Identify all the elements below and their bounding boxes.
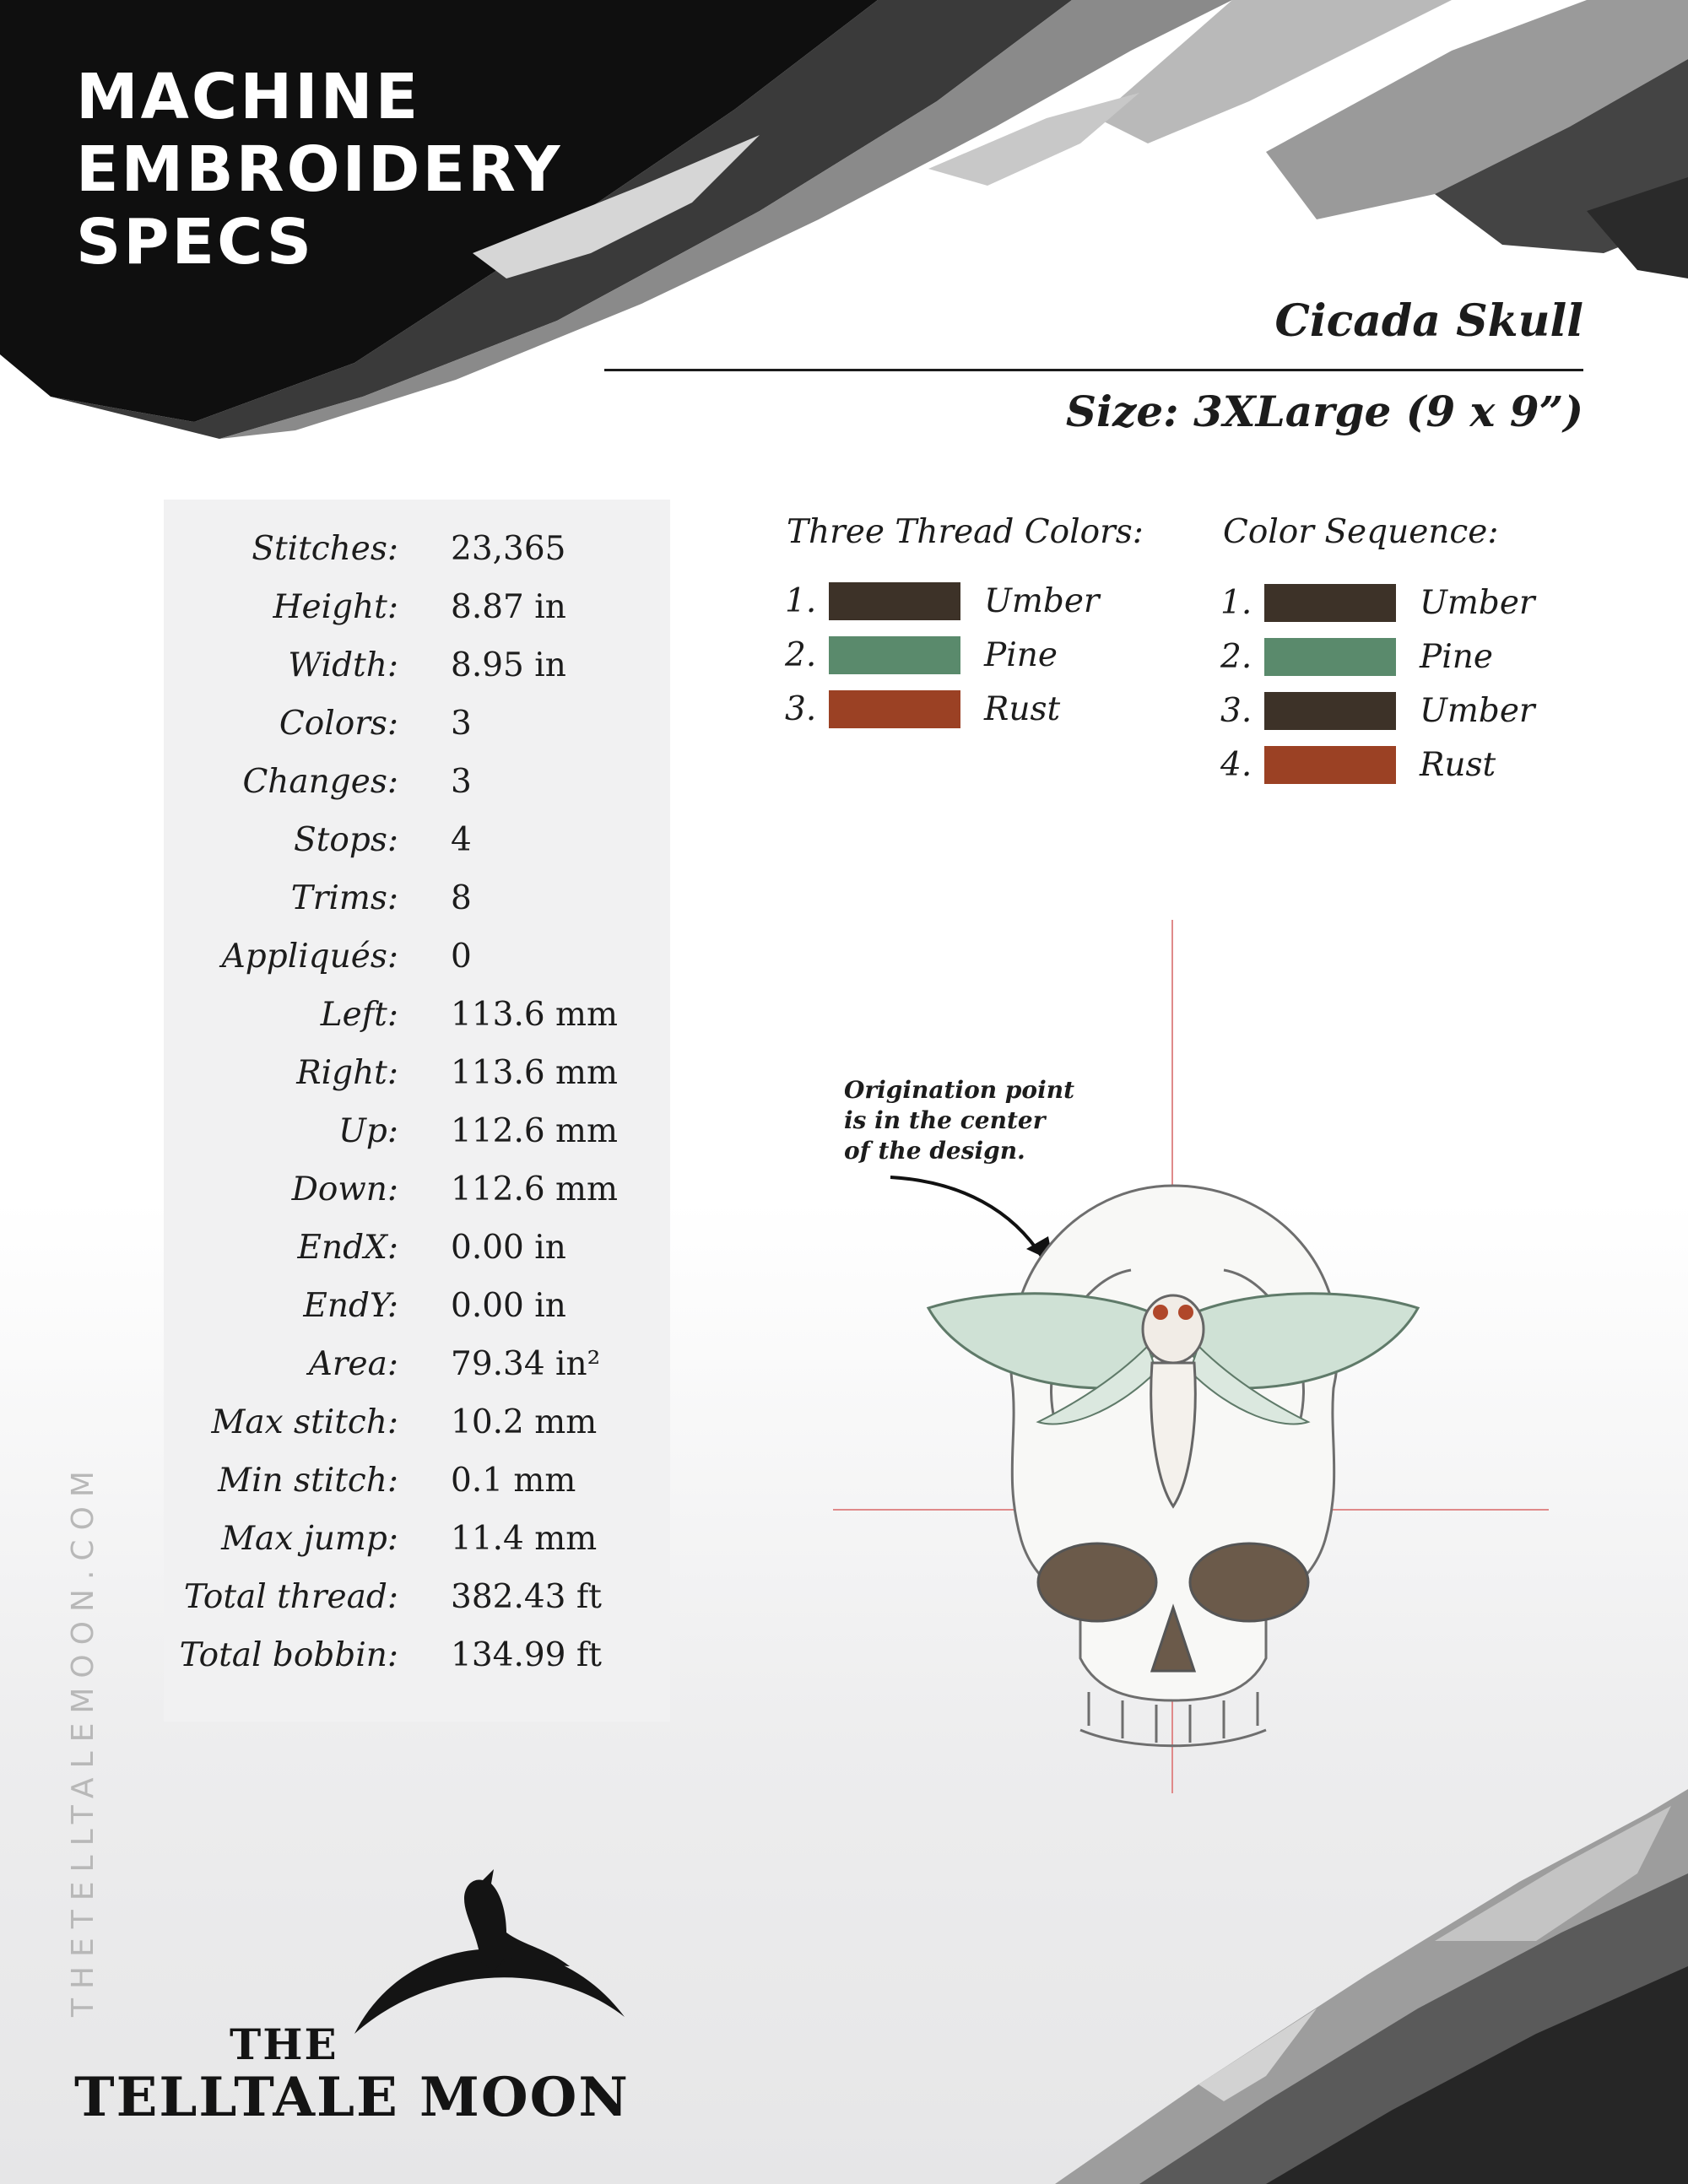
title-line-3: SPECS [76,206,315,278]
origin-note-line-3: of the design. [844,1137,1025,1165]
spec-panel [164,500,670,1722]
spec-value: 8.95 in [451,646,566,684]
spec-value: 3 [451,763,472,801]
spec-value: 112.6 mm [451,1112,619,1150]
spec-value: 79.34 in² [451,1345,601,1383]
spec-value: 0 [451,938,472,976]
spec-label: Max stitch: [211,1403,398,1441]
spec-row [164,1345,670,1403]
spec-row [164,1636,670,1695]
spec-label: EndY: [303,1287,398,1325]
design-name: Cicada Skull [1274,295,1583,347]
spec-value: 134.99 ft [451,1636,602,1674]
spec-row [164,1287,670,1345]
spec-label: Total thread: [183,1578,398,1616]
color-row [785,690,1139,733]
spec-row [164,1403,670,1462]
spec-label: Left: [320,996,398,1034]
spec-value: 4 [451,821,472,859]
spec-label: Colors: [279,705,398,743]
spec-value: 8.87 in [451,588,566,626]
spec-label: EndX: [297,1229,398,1267]
spec-row [164,705,670,763]
spec-row [164,646,670,705]
spec-value: 0.1 mm [451,1462,576,1500]
spec-row [164,1112,670,1170]
design-size: Size: 3XLarge (9 x 9”) [1065,387,1583,436]
spec-value: 23,365 [451,530,566,568]
brand-name: TELLTALE MOON [74,2066,630,2129]
color-name: Umber [1420,584,1535,622]
spec-label: Up: [338,1112,398,1150]
arrow-icon [890,1177,1053,1262]
color-sequence-heading: Color Sequence: [1223,513,1499,551]
spec-row [164,1462,670,1520]
color-swatch [829,582,960,620]
color-name: Pine [984,636,1058,674]
spec-value: 11.4 mm [451,1520,598,1558]
spec-value: 3 [451,705,472,743]
spec-row [164,1578,670,1636]
raven-on-moon-logo [338,1865,658,2042]
color-row [785,636,1139,678]
origin-note-line-2: is in the center [844,1106,1046,1134]
color-name: Rust [1420,746,1496,784]
spec-label: Height: [273,588,398,626]
design-preview [827,916,1553,1793]
brand-the: THE [230,2019,338,2069]
spec-label: Trims: [290,879,398,917]
title-line-1: MACHINE [76,61,421,133]
color-name: Umber [984,582,1100,620]
color-number: 1. [1220,584,1252,622]
spec-value: 0.00 in [451,1229,566,1267]
spec-label: Stitches: [252,530,398,568]
spec-row [164,938,670,996]
spec-label: Right: [296,1054,398,1092]
color-swatch [1264,692,1396,730]
spec-label: Max jump: [221,1520,398,1558]
divider [604,369,1583,371]
color-row [1220,584,1575,626]
color-name: Rust [984,690,1061,728]
spec-label: Down: [291,1170,398,1208]
color-number: 3. [1220,692,1252,730]
spec-value: 8 [451,879,472,917]
spec-row [164,821,670,879]
color-number: 3. [785,690,817,728]
spec-row [164,588,670,646]
spec-row [164,879,670,938]
spec-row [164,1054,670,1112]
spec-row [164,763,670,821]
color-swatch [829,636,960,674]
title-line-2: EMBROIDERY [76,133,563,206]
spec-label: Min stitch: [218,1462,398,1500]
thread-colors-heading: Three Thread Colors: [787,513,1144,551]
spec-value: 382.43 ft [451,1578,602,1616]
color-row [1220,692,1575,734]
spec-row [164,1229,670,1287]
spec-label: Stops: [294,821,398,859]
color-number: 1. [785,582,817,620]
color-number: 2. [785,636,817,674]
page-title [76,61,563,278]
cicada-icon [928,1294,1418,1506]
color-name: Umber [1420,692,1535,730]
color-swatch [1264,638,1396,676]
color-number: 4. [1220,746,1252,784]
spec-label: Area: [308,1345,398,1383]
color-swatch [829,690,960,728]
color-row [1220,638,1575,680]
spec-value: 112.6 mm [451,1170,619,1208]
spec-row [164,1520,670,1578]
spec-value: 0.00 in [451,1287,566,1325]
spec-value: 113.6 mm [451,996,619,1034]
spec-row [164,1170,670,1229]
color-swatch [1264,746,1396,784]
website-text: THETELLTALEMOON.COM [66,1462,100,2017]
spec-value: 113.6 mm [451,1054,619,1092]
origin-note-line-1: Origination point [844,1076,1075,1104]
color-row [785,582,1139,624]
color-row [1220,746,1575,788]
spec-label: Appliqués: [221,938,398,976]
spec-row [164,530,670,588]
color-number: 2. [1220,638,1252,676]
spec-value: 10.2 mm [451,1403,598,1441]
color-swatch [1264,584,1396,622]
color-name: Pine [1420,638,1493,676]
spec-label: Width: [288,646,398,684]
spec-label: Total bobbin: [179,1636,398,1674]
spec-row [164,996,670,1054]
spec-label: Changes: [242,763,398,801]
